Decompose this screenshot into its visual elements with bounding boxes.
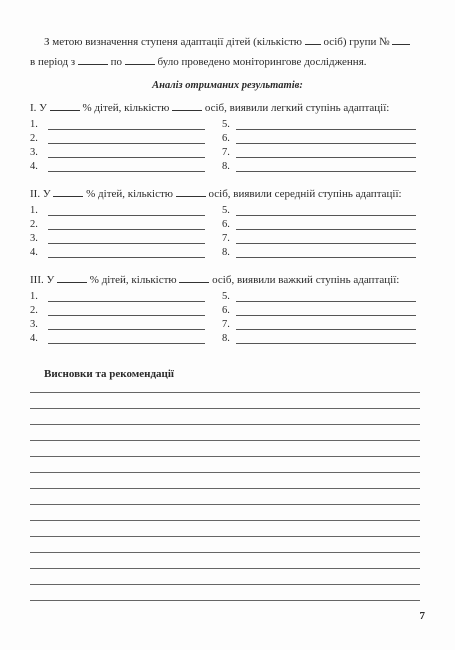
item-number: 8.	[222, 161, 230, 172]
fill-line[interactable]	[236, 301, 416, 302]
section-text: осіб, виявили важкий ступінь адаптації:	[212, 274, 400, 286]
conclusion-line[interactable]	[30, 456, 420, 457]
fill-line[interactable]	[48, 329, 205, 330]
item-number: 8.	[222, 247, 230, 258]
item-number: 7.	[222, 233, 230, 244]
item-number: 5.	[222, 291, 230, 302]
list-item	[222, 146, 238, 160]
fill-line[interactable]	[48, 215, 205, 216]
list-item	[222, 118, 238, 132]
intro-line-2	[30, 54, 430, 69]
item-number: 3.	[30, 147, 38, 158]
analysis-heading: Аналіз отриманих результатів:	[152, 80, 303, 91]
section-header	[30, 272, 430, 290]
count-blank[interactable]	[179, 272, 209, 283]
page-number: 7	[419, 610, 425, 622]
names-list	[30, 290, 430, 346]
fill-line[interactable]	[48, 143, 205, 144]
item-number: 1.	[30, 205, 38, 216]
fill-line[interactable]	[48, 243, 205, 244]
item-number: 8.	[222, 333, 230, 344]
conclusion-line[interactable]	[30, 552, 420, 553]
intro-text: було проведено моніторингове дослідження.	[157, 56, 367, 68]
list-item	[222, 232, 238, 246]
fill-line[interactable]	[236, 243, 416, 244]
section-header	[30, 186, 430, 204]
section-medium-adaptation	[30, 186, 430, 260]
count-blank[interactable]	[176, 186, 206, 197]
conclusion-line[interactable]	[30, 472, 420, 473]
item-number: 2.	[30, 133, 38, 144]
item-number: 6.	[222, 219, 230, 230]
conclusion-line[interactable]	[30, 520, 420, 521]
conclusion-line[interactable]	[30, 488, 420, 489]
list-item	[222, 332, 238, 346]
list-item	[30, 118, 46, 132]
list-item	[222, 304, 238, 318]
conclusion-line[interactable]	[30, 536, 420, 537]
item-number: 4.	[30, 333, 38, 344]
item-number: 2.	[30, 219, 38, 230]
list-item	[30, 146, 46, 160]
intro-line-1	[44, 34, 444, 49]
item-number: 5.	[222, 205, 230, 216]
item-number: 7.	[222, 147, 230, 158]
fill-line[interactable]	[236, 215, 416, 216]
section-roman: III. У	[30, 274, 55, 286]
item-number: 6.	[222, 305, 230, 316]
children-count-blank[interactable]	[305, 34, 321, 45]
fill-line[interactable]	[48, 343, 205, 344]
list-item	[222, 160, 238, 174]
names-list	[30, 204, 430, 260]
list-item	[30, 132, 46, 146]
item-number: 1.	[30, 291, 38, 302]
list-item	[222, 290, 238, 304]
period-to-blank[interactable]	[125, 54, 155, 65]
list-item	[30, 246, 46, 260]
fill-line[interactable]	[236, 257, 416, 258]
fill-line[interactable]	[48, 301, 205, 302]
section-roman: I. У	[30, 102, 47, 114]
count-blank[interactable]	[172, 100, 202, 111]
fill-line[interactable]	[236, 329, 416, 330]
names-list	[30, 118, 430, 174]
item-number: 2.	[30, 305, 38, 316]
list-item	[30, 304, 46, 318]
item-number: 6.	[222, 133, 230, 144]
list-item	[222, 204, 238, 218]
section-header	[30, 100, 430, 118]
list-item	[30, 318, 46, 332]
section-text: % дітей, кількістю	[89, 274, 177, 286]
list-item	[30, 218, 46, 232]
list-item	[30, 232, 46, 246]
list-item	[30, 204, 46, 218]
list-item	[222, 246, 238, 260]
conclusion-line[interactable]	[30, 584, 420, 585]
intro-text: З метою визначення ступеня адаптації дітей (кількістю	[44, 36, 303, 48]
section-text: % дітей, кількістю	[86, 188, 173, 200]
group-number-blank[interactable]	[392, 34, 410, 45]
section-roman: II. У	[30, 188, 51, 200]
intro-text: осіб) групи №	[323, 36, 390, 48]
conclusion-line[interactable]	[30, 392, 420, 393]
item-number: 1.	[30, 119, 38, 130]
section-text: % дітей, кількістю	[82, 102, 170, 114]
fill-line[interactable]	[236, 171, 416, 172]
percent-blank[interactable]	[53, 186, 83, 197]
item-number: 4.	[30, 161, 38, 172]
list-item	[30, 332, 46, 346]
conclusion-line[interactable]	[30, 408, 420, 409]
fill-line[interactable]	[48, 129, 205, 130]
section-text: осіб, виявили легкий ступінь адаптації:	[204, 102, 390, 114]
item-number: 3.	[30, 233, 38, 244]
item-number: 3.	[30, 319, 38, 330]
fill-line[interactable]	[236, 315, 416, 316]
section-text: осіб, виявили середній ступінь адаптації:	[208, 188, 402, 200]
fill-line[interactable]	[48, 157, 205, 158]
percent-blank[interactable]	[50, 100, 80, 111]
fill-line[interactable]	[48, 257, 205, 258]
fill-line[interactable]	[236, 229, 416, 230]
percent-blank[interactable]	[57, 272, 87, 283]
list-item	[222, 218, 238, 232]
item-number: 5.	[222, 119, 230, 130]
fill-line[interactable]	[48, 315, 205, 316]
fill-line[interactable]	[236, 157, 416, 158]
conclusion-line[interactable]	[30, 424, 420, 425]
list-item	[30, 160, 46, 174]
conclusion-line[interactable]	[30, 600, 420, 601]
conclusion-line[interactable]	[30, 440, 420, 441]
section-severe-adaptation	[30, 272, 430, 346]
conclusion-line[interactable]	[30, 504, 420, 505]
fill-line[interactable]	[236, 129, 416, 130]
fill-line[interactable]	[236, 143, 416, 144]
intro-text: по	[110, 56, 123, 68]
intro-text: в період з	[30, 56, 76, 68]
fill-line[interactable]	[48, 229, 205, 230]
conclusion-line[interactable]	[30, 568, 420, 569]
conclusions-title: Висновки та рекомендації	[44, 368, 174, 380]
list-item	[222, 132, 238, 146]
item-number: 4.	[30, 247, 38, 258]
list-item	[30, 290, 46, 304]
list-item	[222, 318, 238, 332]
section-light-adaptation	[30, 100, 430, 174]
fill-line[interactable]	[48, 171, 205, 172]
item-number: 7.	[222, 319, 230, 330]
fill-line[interactable]	[236, 343, 416, 344]
period-from-blank[interactable]	[78, 54, 108, 65]
